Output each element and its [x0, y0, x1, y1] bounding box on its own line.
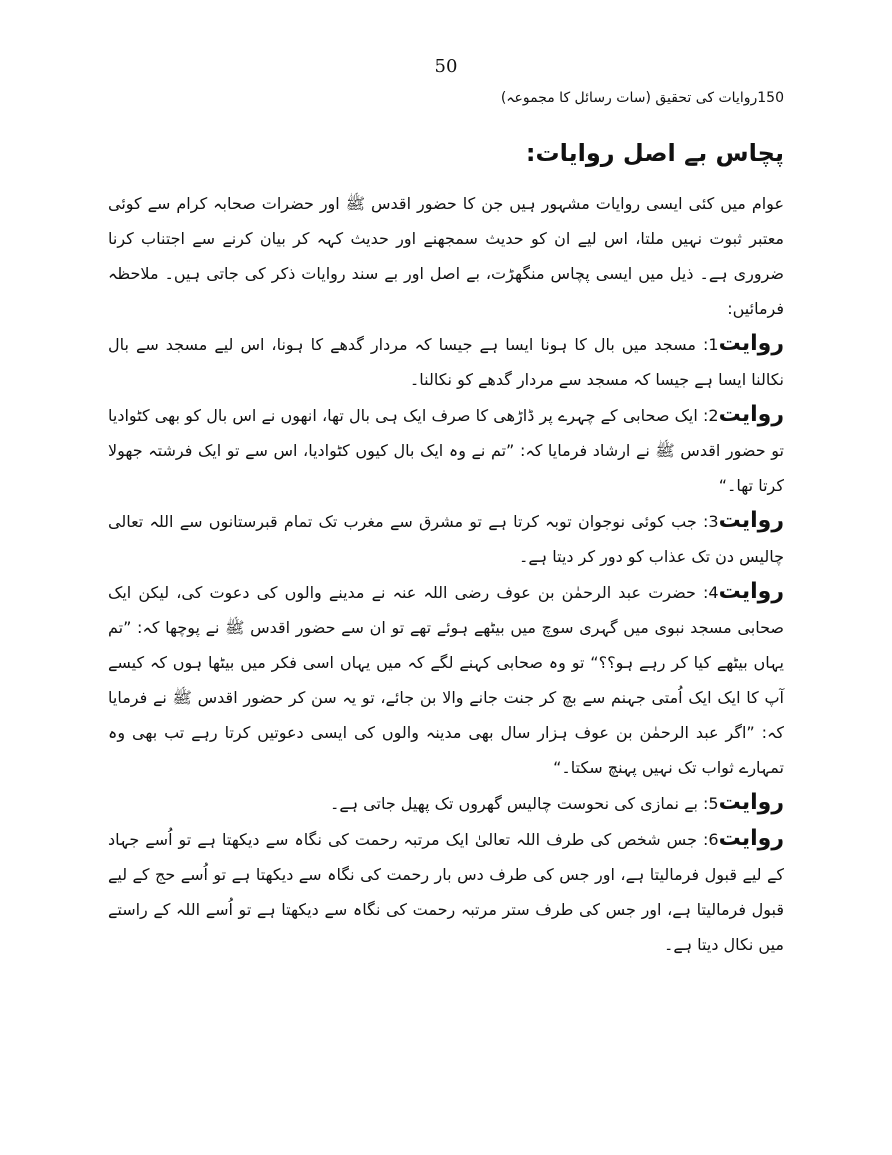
- narration-text: : جب کوئی نوجوان توبہ کرتا ہے تو مشرق سے مغرب تک تمام قبرستانوں سے اللہ تعالی چالیس دن تک عذاب کو دور کر دیتا ہے۔: [108, 512, 784, 566]
- narration-number: 3: [708, 512, 719, 531]
- narration-label: روایت: [718, 826, 784, 851]
- narration-label: روایت: [718, 331, 784, 356]
- narration-label: روایت: [718, 508, 784, 533]
- narration-paragraph: [108, 503, 784, 574]
- narration-paragraph: [108, 574, 784, 785]
- page-number: 50: [434, 56, 458, 77]
- narration-label: روایت: [718, 579, 784, 604]
- section-heading: پچاس بے اصل روایات:: [525, 139, 784, 167]
- body-text: [108, 186, 784, 962]
- narration-number: 6: [708, 830, 719, 849]
- intro-paragraph: عوام میں کئی ایسی روایات مشہور ہیں جن کا حضور اقدس ﷺ اور حضرات صحابہ کرام سے کوئی معتبر ثبوت نہیں ملتا، اس لیے ان کو حدیث سمجھنے اور حدیث کہہ کر بیان کرنے سے اجتناب کرنا ضروری ہے۔ ذیل میں ایسی پچاس منگھڑت، بے اصل اور بے سند روایات ذکر کی جاتی ہیں۔ ملاحظہ فرمائیں:: [108, 194, 784, 318]
- narration-label: روایت: [718, 790, 784, 815]
- narration-paragraph: [108, 326, 784, 397]
- narration-text: : جس شخص کی طرف اللہ تعالیٰ ایک مرتبہ رحمت کی نگاہ سے دیکھتا ہے تو اُسے جہاد کے لیے قبول فرمالیتا ہے، اور جس کی طرف دس بار رحمت کی نگاہ سے دیکھتا ہے تو اُسے حج کے لیے قبول فرمالیتا ہے، اور جس کی طرف ستر مرتبہ رحمت کی نگاہ سے دیکھتا ہے تو اُسے اللہ کے راستے میں نکال دیتا ہے۔: [108, 830, 784, 954]
- narration-number: 4: [708, 583, 719, 602]
- running-header: 150روایات کی تحقیق (سات رسائل کا مجموعہ): [500, 90, 784, 106]
- narration-text: : ایک صحابی کے چہرے پر ڈاڑھی کا صرف ایک ہی بال تھا، انھوں نے اس بال کو بھی کٹوادیا تو حضور اقدس ﷺ نے ارشاد فرمایا کہ: ”تم نے وہ ایک بال کیوں کٹوادیا، اس سے تو ایک فرشتہ جھولا کرتا تھا۔“: [108, 406, 784, 495]
- narration-paragraph: [108, 821, 784, 962]
- narration-paragraph: [108, 397, 784, 503]
- narration-label: روایت: [718, 402, 784, 427]
- narration-number: 2: [708, 406, 719, 425]
- narration-number: 5: [708, 794, 719, 813]
- narration-number: 1: [708, 335, 719, 354]
- narration-paragraph: [108, 785, 784, 821]
- narration-text: : حضرت عبد الرحمٰن بن عوف رضی اللہ عنہ نے مدینے والوں کی دعوت کی، لیکن ایک صحابی مسجد نبوی میں گہری سوچ میں بیٹھے ہوئے تھے تو ان سے حضور اقدس ﷺ نے پوچھا کہ: ”تم یہاں بیٹھے کیا کر رہے ہو؟؟“ تو وہ صحابی کہنے لگے کہ میں یہاں اسی فکر میں بیٹھا ہوں کہ کیسے آپ کا ایک ایک اُمتی جہنم سے بچ کر جنت جانے والا بن جائے، تو یہ سن کر حضور اقدس ﷺ نے فرمایا کہ: ”اگر عبد الرحمٰن بن عوف ہزار سال بھی مدینہ والوں کی ایسی دعوتیں کرتا رہے تب بھی وہ تمہارے ثواب تک نہیں پہنچ سکتا۔“: [108, 583, 784, 777]
- narration-text: : بے نمازی کی نحوست چالیس گھروں تک پھیل جاتی ہے۔: [329, 794, 709, 813]
- narration-text: : مسجد میں بال کا ہونا ایسا ہے جیسا کہ مردار گدھے کا ہونا، اس لیے مسجد سے بال نکالنا ایسا ہے جیسا کہ مسجد سے مردار گدھے کو نکالنا۔: [108, 335, 784, 389]
